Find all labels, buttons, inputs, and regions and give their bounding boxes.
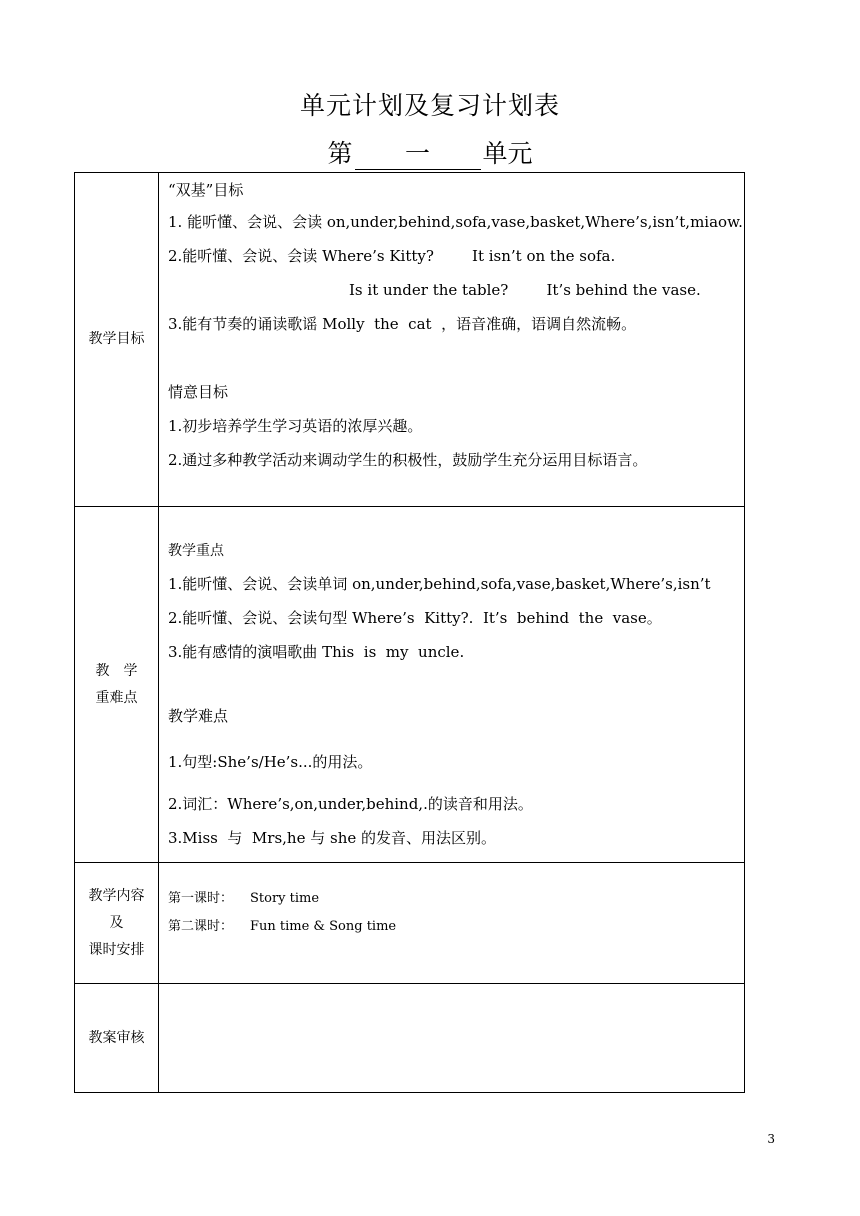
focus-row [75,507,745,863]
schedule-row [75,863,745,984]
focus-label-line-1: 教 学 [95,662,138,679]
focus-content [159,507,745,863]
key-point-1: 1.能听懂、会说、会读单词 on,under,behind,sofa,vase,basket,Where’s,isn’t [168,575,711,593]
lesson-2 [168,913,744,961]
difficulty-3: 3.Miss 与 Mrs,he 与 she 的发音、用法区别。 [168,829,497,847]
objectives-line-2: 2.能听懂、会说、会读 Where’s Kitty? It isn’t on the sofa. [168,247,616,265]
unit-prefix: 第 [327,139,353,168]
schedule-content [159,863,745,984]
focus-label-line-2: 重难点 [95,689,138,706]
key-point-3: 3.能有感情的演唱歌曲 This is my uncle. [168,643,465,661]
review-row [75,984,745,1093]
focus-label [75,507,159,863]
schedule-label-line-3: 课时安排 [88,941,145,958]
page-title: 单元计划及复习计划表 [299,91,560,120]
review-content [159,984,745,1093]
lesson-2-content: Fun time & Song time [250,919,397,934]
key-point-2: 2.能听懂、会说、会读句型 Where’s Kitty?. It’s behind the vase。 [168,609,662,627]
objectives-affective-line-1: 1.初步培养学生学习英语的浓厚兴趣。 [168,417,423,435]
objectives-line-2b: Is it under the table? It’s behind the vase. [349,281,701,299]
unit-suffix: 单元 [482,139,533,168]
objectives-affective-heading: 情意目标 [168,383,229,401]
objectives-affective-line-2: 2.通过多种教学活动来调动学生的积极性，鼓励学生充分运用目标语言。 [168,451,648,469]
unit-plan-table [74,172,745,1093]
lesson-1 [168,885,744,913]
objectives-line-3: 3.能有节奏的诵读歌谣 Molly the cat ，语音准确，语调自然流畅。 [168,315,637,333]
page-number: 3 [767,1132,775,1146]
objectives-line-1: 1. 能听懂、会说、会读 on,under,behind,sofa,vase,basket,Where’s,isn’t,miaow. [168,213,743,231]
lesson-1-period: 第一课时： [168,891,234,906]
objectives-row [75,173,745,507]
schedule-label [75,863,159,984]
objectives-label: 教学目标 [75,173,159,507]
objectives-dual-base-heading: “双基”目标 [168,181,244,199]
difficulty-1: 1.句型:She’s/He’s...的用法。 [168,753,373,771]
schedule-label-line-2: 及 [109,914,124,931]
lesson-1-content: Story time [250,891,320,906]
objectives-spacer [168,341,744,375]
key-points-heading: 教学重点 [168,543,224,559]
difficulty-2: 2.词汇：Where’s,on,under,behind,.的读音和用法。 [168,795,533,813]
unit-number: 一 [355,140,481,170]
unit-line [0,134,860,170]
lesson-2-period: 第二课时： [168,919,234,934]
review-label: 教案审核 [75,984,159,1093]
schedule-label-line-1: 教学内容 [88,887,145,904]
objectives-content [159,173,745,507]
difficulties-heading: 教学难点 [168,707,229,725]
